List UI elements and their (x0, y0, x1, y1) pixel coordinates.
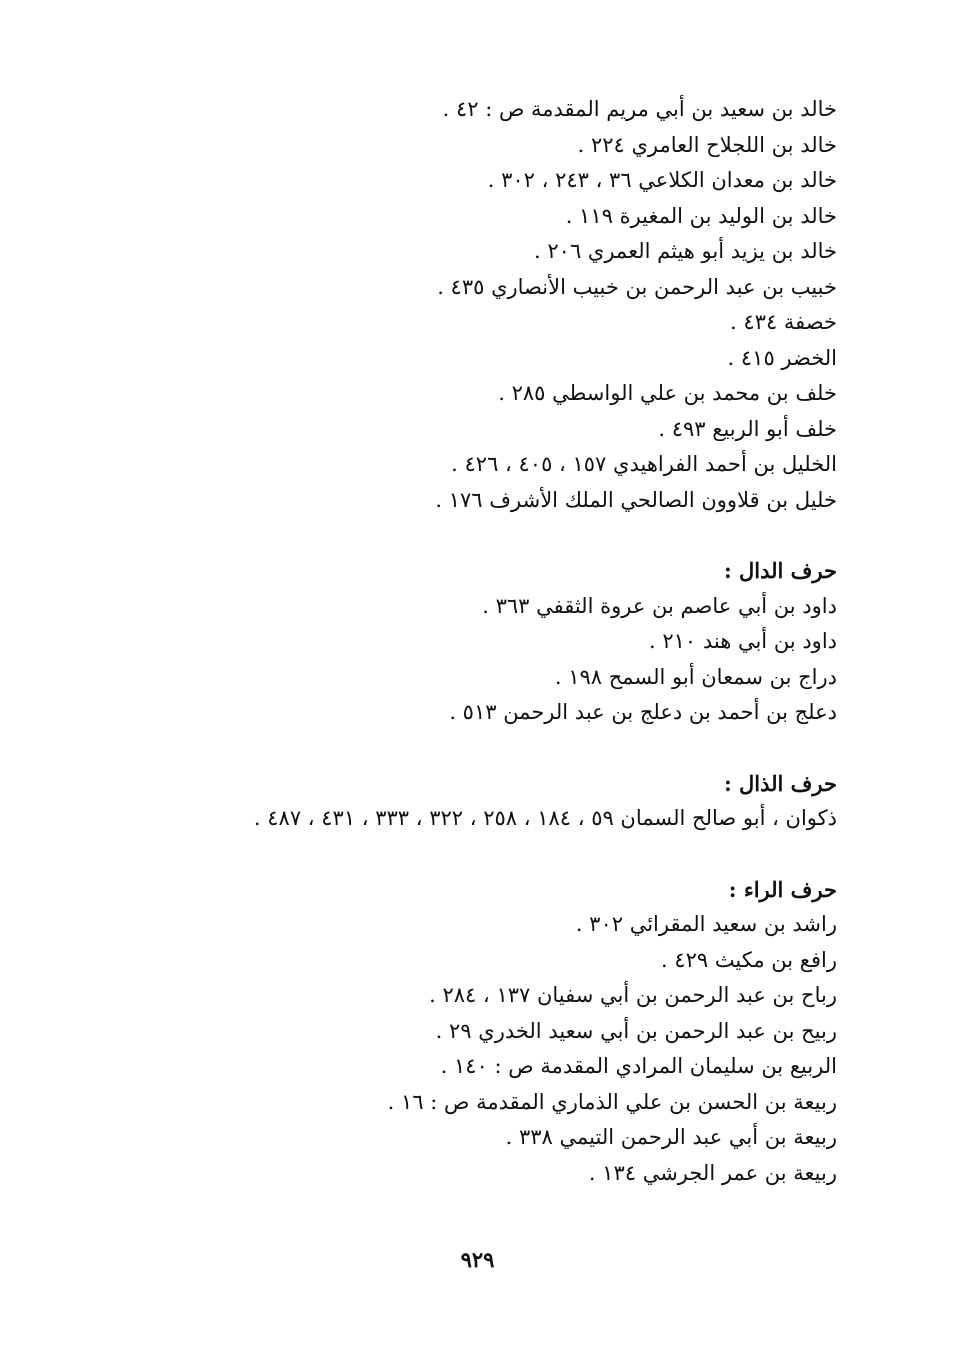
index-entry: ذكوان ، أبو صالح السمان ٥٩ ، ١٨٤ ، ٢٥٨ ، ٣٢٢ ، ٣٣٣ ، ٤٣١ ، ٤٨٧ . (253, 806, 837, 830)
index-entry: خليل بن قلاوون الصالحي الملك الأشرف ١٧٦ . (435, 487, 837, 512)
index-entry: الربيع بن سليمان المرادي المقدمة ص : ١٤٠ . (440, 1054, 837, 1078)
page-number: ٩٢٩ (460, 1247, 495, 1272)
index-entry: الخضر ٤١٥ . (727, 345, 837, 370)
index-entry: خلف بن محمد بن علي الواسطي ٢٨٥ . (498, 381, 837, 405)
section-heading: حرف الدال : (723, 558, 837, 583)
index-text-block (77, 92, 837, 1191)
index-entry: ربيعة بن أبي عبد الرحمن التيمي ٣٣٨ . (505, 1125, 837, 1149)
section-heading: حرف الراء : (728, 876, 837, 902)
section-kha (77, 92, 837, 518)
index-entry: خلف أبو الربيع ٤٩٣ . (658, 416, 837, 441)
section-ra (77, 872, 837, 1192)
section-spacer (77, 837, 837, 872)
section-spacer (77, 518, 837, 553)
section-dhal (77, 766, 837, 837)
index-entry: خصفة ٤٣٤ . (730, 310, 837, 334)
index-entry: رافع بن مكيث ٤٢٩ . (660, 947, 837, 972)
index-entry: خالد بن يزيد أبو هيثم العمري ٢٠٦ . (534, 239, 837, 263)
index-entry: خالد بن سعيد بن أبي مريم المقدمة ص : ٤٢ . (442, 97, 837, 121)
index-entry: دعلج بن أحمد بن دعلج بن عبد الرحمن ٥١٣ . (449, 700, 837, 724)
index-entry: داود بن أبي هند ٢١٠ . (648, 629, 837, 653)
index-entry: خالد بن الوليد بن المغيرة ١١٩ . (565, 203, 837, 228)
index-entry: الخليل بن أحمد الفراهيدي ١٥٧ ، ٤٠٥ ، ٤٢٦ . (451, 452, 837, 476)
index-entry: ربيعة بن عمر الجرشي ١٣٤ . (588, 1160, 837, 1185)
index-entry: ربيح بن عبد الرحمن بن أبي سعيد الخدري ٢٩ . (435, 1018, 837, 1043)
index-entry: ربيعة بن الحسن بن علي الذماري المقدمة ص : ١٦ . (387, 1089, 837, 1114)
index-entry: راشد بن سعيد المقرائي ٣٠٢ . (575, 912, 837, 936)
index-entry: خالد بن اللجلاح العامري ٢٢٤ . (577, 132, 837, 157)
section-dal (77, 553, 837, 731)
index-entry: داود بن أبي عاصم بن عروة الثقفي ٣٦٣ . (482, 593, 837, 618)
index-entry: خبيب بن عبد الرحمن بن خبيب الأنصاري ٤٣٥ . (437, 274, 837, 299)
section-heading: حرف الذال : (723, 770, 837, 796)
section-spacer (77, 731, 837, 766)
index-entry: دراج بن سمعان أبو السمح ١٩٨ . (554, 664, 837, 689)
index-entry: خالد بن معدان الكلاعي ٣٦ ، ٢٤٣ ، ٣٠٢ . (487, 168, 837, 192)
index-entry: رباح بن عبد الرحمن بن أبي سفيان ١٣٧ ، ٢٨٤ . (429, 983, 837, 1007)
